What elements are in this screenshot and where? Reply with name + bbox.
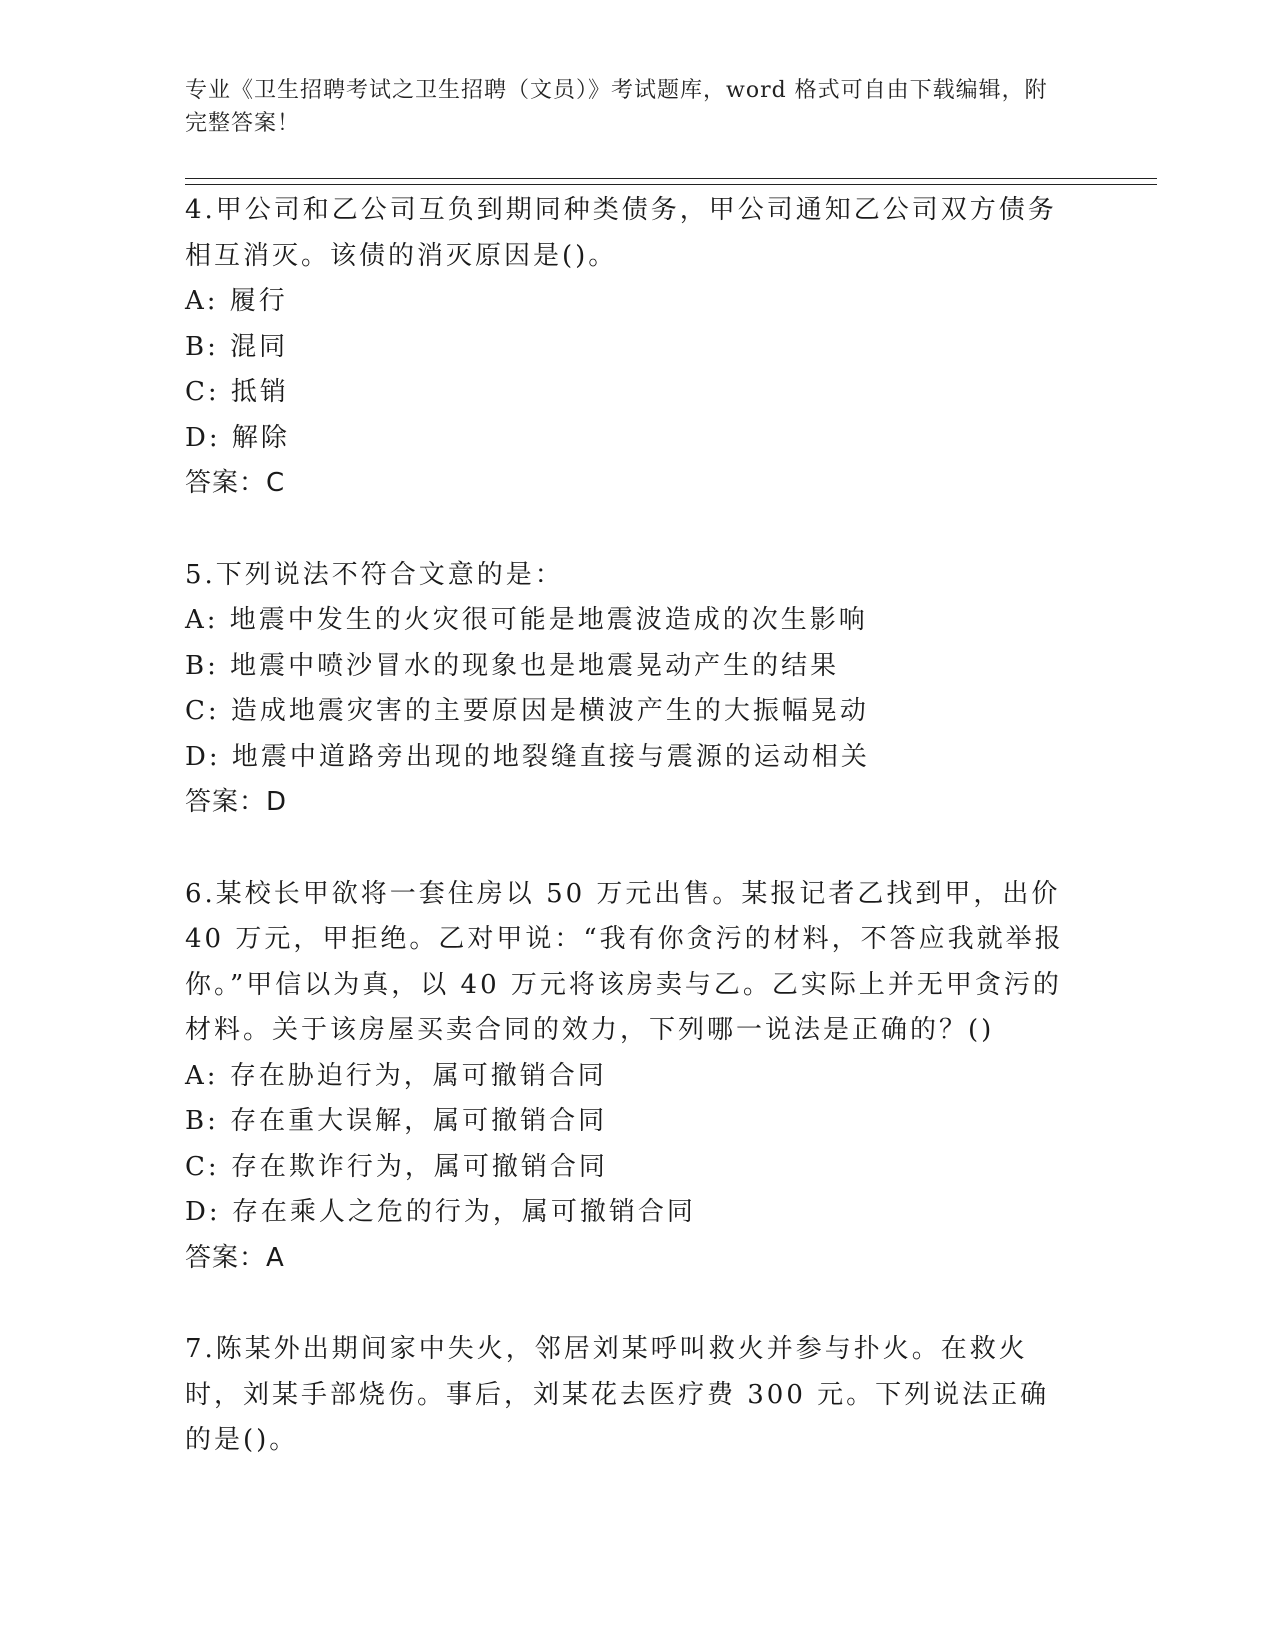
question-stem: 7.陈某外出期间家中失火，邻居刘某呼叫救火并参与扑火。在救火时，刘某手部烧伤。事后，刘某花去医疗费 300 元。下列说法正确的是()。 [185,1334,1050,1455]
option-c: C: 抵销 [185,377,289,407]
option-a: A: 地震中发生的火灾很可能是地震波造成的次生影响 [185,605,868,635]
question-stem: 6.某校长甲欲将一套住房以 50 万元出售。某报记者乙找到甲，出价 40 万元，甲拒绝。乙对甲说：“我有你贪污的材料，不答应我就举报你。”甲信以为真，以 40 万元将该房卖与乙。乙实际上并无甲贪污的材料。关于该房屋买卖合同的效力，下列哪一说法是正确的？() [185,878,1064,1045]
answer-line: 答案：C [185,468,286,498]
option-c: C: 存在欺诈行为，属可撤销合同 [185,1151,608,1182]
answer-line: 答案：A [185,1242,285,1273]
question-stem: 5.下列说法不符合文意的是： [185,559,564,590]
spacer [185,826,1085,872]
question-stem: 4.甲公司和乙公司互负到期同种类债务，甲公司通知乙公司双方债务相互消灭。该债的消灭原因是()。 [185,195,1057,271]
document-header: 专业《卫生招聘考试之卫生招聘（文员）》考试题库，word 格式可自由下载编辑，附完整答案！ [185,78,1048,136]
spacer [185,507,1085,553]
option-d: D: 解除 [185,422,290,453]
question-4 [185,188,1085,507]
option-c: C: 造成地震灾害的主要原因是横波产生的大振幅晃动 [185,696,869,726]
spacer [185,1281,1085,1327]
option-a: A: 履行 [185,286,288,316]
option-a: A: 存在胁迫行为，属可撤销合同 [185,1060,607,1091]
option-d: D: 地震中道路旁出现的地裂缝直接与震源的运动相关 [185,741,870,772]
question-5 [185,553,1085,826]
option-b: B: 地震中喷沙冒水的现象也是地震晃动产生的结果 [185,650,840,681]
option-b: B: 存在重大误解，属可撤销合同 [185,1106,608,1136]
answer-line: 答案：D [185,787,288,817]
question-list [185,188,1085,1464]
question-7 [185,1327,1085,1464]
header-divider [185,178,1157,185]
option-b: B: 混同 [185,331,289,362]
question-6 [185,872,1085,1282]
option-d: D: 存在乘人之危的行为，属可撤销合同 [185,1197,696,1227]
